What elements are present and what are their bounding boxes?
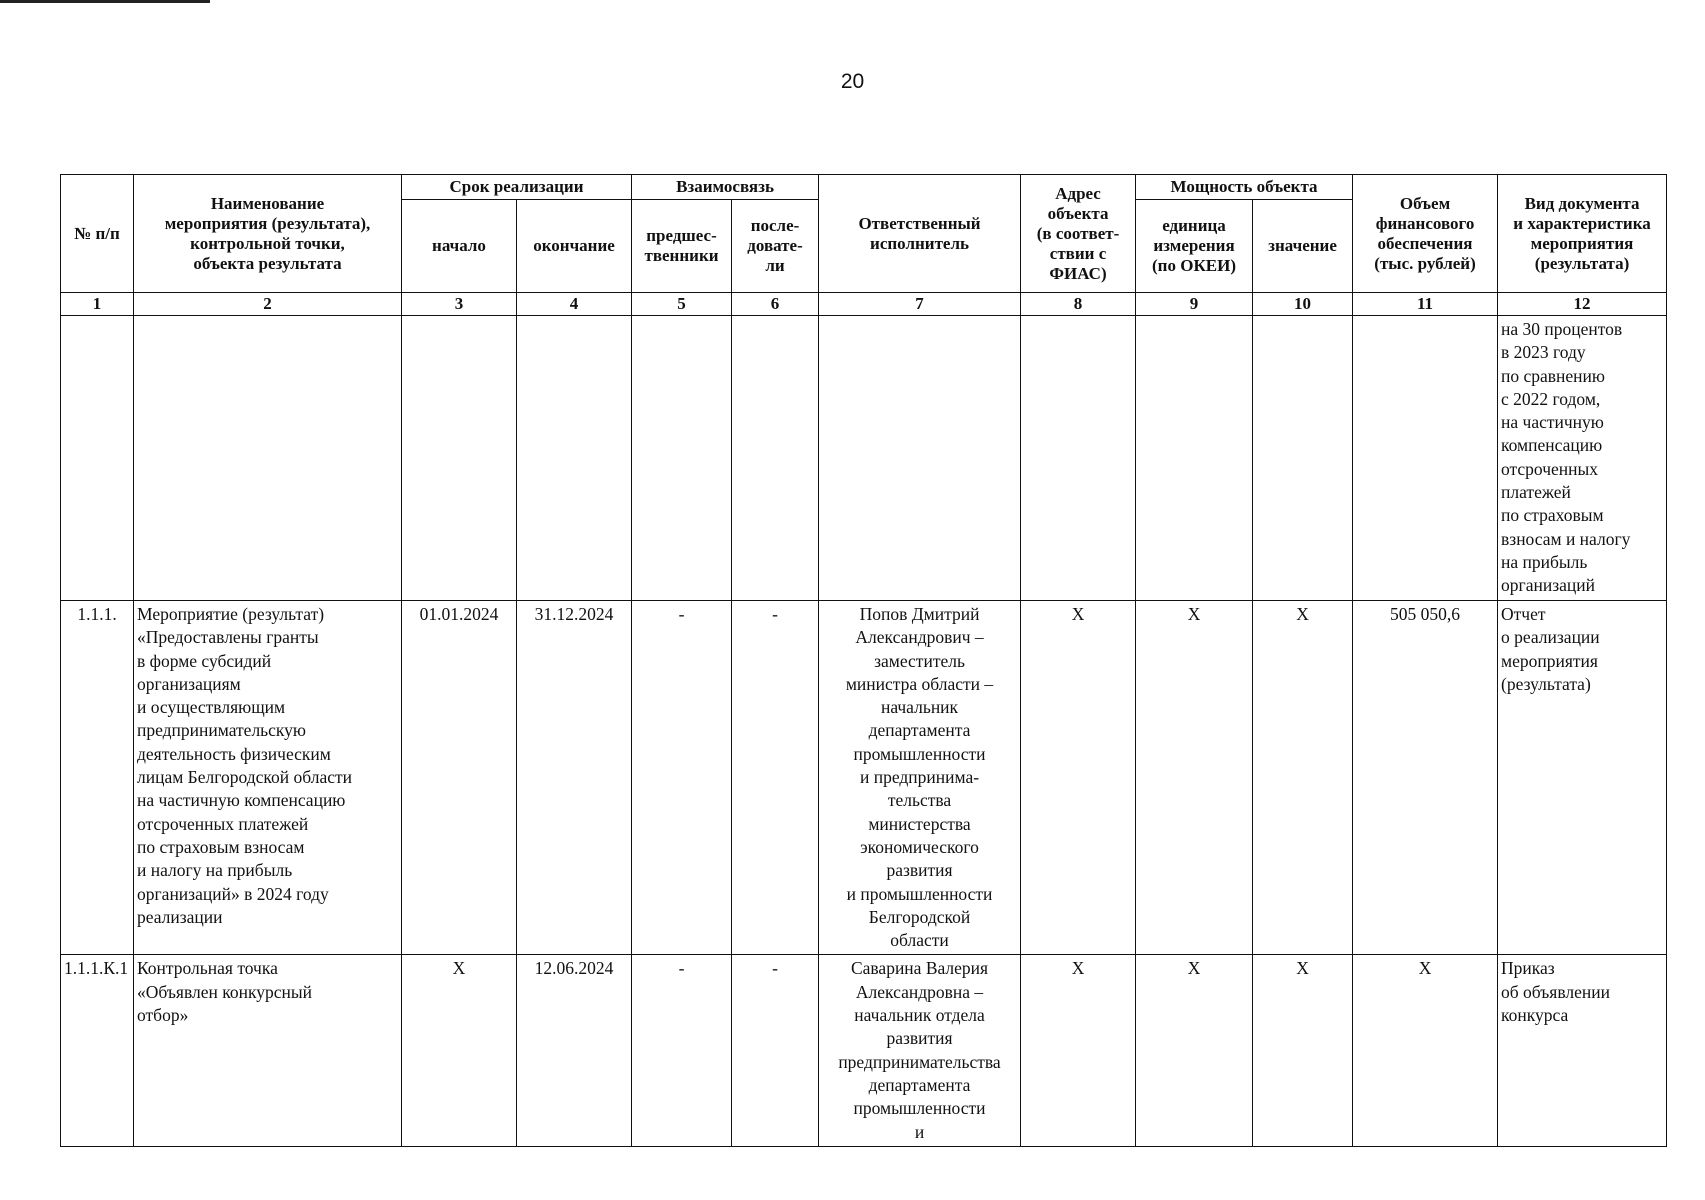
- column-number: 11: [1353, 293, 1498, 316]
- column-number: 8: [1021, 293, 1136, 316]
- header-name: Наименование мероприятия (результата), контрольной точки, объекта результата: [134, 175, 402, 293]
- cell-doc-type: Отчет о реализации мероприятия (результата): [1498, 601, 1667, 955]
- cell-num: 1.1.1.К.1: [61, 955, 134, 1146]
- cell-empty: [517, 316, 632, 601]
- plan-table: [60, 174, 1667, 1147]
- column-number: 6: [732, 293, 819, 316]
- header-executor: Ответственный исполнитель: [819, 175, 1021, 293]
- header-successors: после- довате- ли: [732, 200, 819, 293]
- cell-unit: X: [1136, 601, 1253, 955]
- cell-end: 31.12.2024: [517, 601, 632, 955]
- column-number: 10: [1253, 293, 1353, 316]
- column-number-row: [61, 293, 1667, 316]
- column-number: 7: [819, 293, 1021, 316]
- column-number: 12: [1498, 293, 1667, 316]
- cell-successors: -: [732, 601, 819, 955]
- header-link-group: Взаимосвязь: [632, 175, 819, 200]
- cell-finance: X: [1353, 955, 1498, 1146]
- cell-predecessors: -: [632, 955, 732, 1146]
- column-number: 5: [632, 293, 732, 316]
- cell-successors: -: [732, 955, 819, 1146]
- cell-finance: 505 050,6: [1353, 601, 1498, 955]
- cell-address: X: [1021, 601, 1136, 955]
- column-number: 4: [517, 293, 632, 316]
- cell-name: Контрольная точка «Объявлен конкурсный отбор»: [134, 955, 402, 1146]
- column-number: 9: [1136, 293, 1253, 316]
- header-predecessors: предшес- твенники: [632, 200, 732, 293]
- cell-empty: [61, 316, 134, 601]
- cell-empty: [1021, 316, 1136, 601]
- cell-empty: [1136, 316, 1253, 601]
- header-num: № п/п: [61, 175, 134, 293]
- cell-start: 01.01.2024: [402, 601, 517, 955]
- table-row: [61, 601, 1667, 955]
- cell-empty: [632, 316, 732, 601]
- cell-start: X: [402, 955, 517, 1146]
- header-unit: единица измерения (по ОКЕИ): [1136, 200, 1253, 293]
- cell-empty: [732, 316, 819, 601]
- column-number: 1: [61, 293, 134, 316]
- cell-value: X: [1253, 955, 1353, 1146]
- table-row-continued: [61, 316, 1667, 601]
- cell-executor: Саварина Валерия Александровна – начальник отдела развития предпринимательства департамента промышленности и: [819, 955, 1021, 1146]
- cell-num: 1.1.1.: [61, 601, 134, 955]
- page-number: 20: [840, 70, 865, 93]
- cell-empty: [402, 316, 517, 601]
- header-period-group: Срок реализации: [402, 175, 632, 200]
- cell-unit: X: [1136, 955, 1253, 1146]
- cell-address: X: [1021, 955, 1136, 1146]
- cell-name: Мероприятие (результат) «Предоставлены гранты в форме субсидий организациям и осуществляющим предпринимательскую деятельность физическим лицам Белгородской области на частичную компенсацию отсроченных платежей по страховым взносам и налогу на прибыль организаций» в 2024 году реализации: [134, 601, 402, 955]
- cell-predecessors: -: [632, 601, 732, 955]
- header-start: начало: [402, 200, 517, 293]
- header-address: Адрес объекта (в соответ- ствии с ФИАС): [1021, 175, 1136, 293]
- cell-end: 12.06.2024: [517, 955, 632, 1146]
- header-capacity-group: Мощность объекта: [1136, 175, 1353, 200]
- cell-empty: [1353, 316, 1498, 601]
- header-end: окончание: [517, 200, 632, 293]
- cell-empty: [134, 316, 402, 601]
- cell-empty: [819, 316, 1021, 601]
- cell-empty: [1253, 316, 1353, 601]
- column-number: 2: [134, 293, 402, 316]
- header-value: значение: [1253, 200, 1353, 293]
- header-row-top: [61, 175, 1667, 200]
- scan-edge-line: [0, 0, 210, 3]
- header-doc-type: Вид документа и характеристика мероприятия (результата): [1498, 175, 1667, 293]
- cell-value: X: [1253, 601, 1353, 955]
- header-finance: Объем финансового обеспечения (тыс. рублей): [1353, 175, 1498, 293]
- cell-executor: Попов Дмитрий Александрович – заместитель министра области – начальник департамента промышленности и предпринима- тельства министерства экономического развития и промышленности Белгородской области: [819, 601, 1021, 955]
- column-number: 3: [402, 293, 517, 316]
- table-row: [61, 955, 1667, 1146]
- cell-doc-type: Приказ об объявлении конкурса: [1498, 955, 1667, 1146]
- cell-doc-type-continued: на 30 процентов в 2023 году по сравнению с 2022 годом, на частичную компенсацию отсроченных платежей по страховым взносам и налогу на прибыль организаций: [1498, 316, 1667, 601]
